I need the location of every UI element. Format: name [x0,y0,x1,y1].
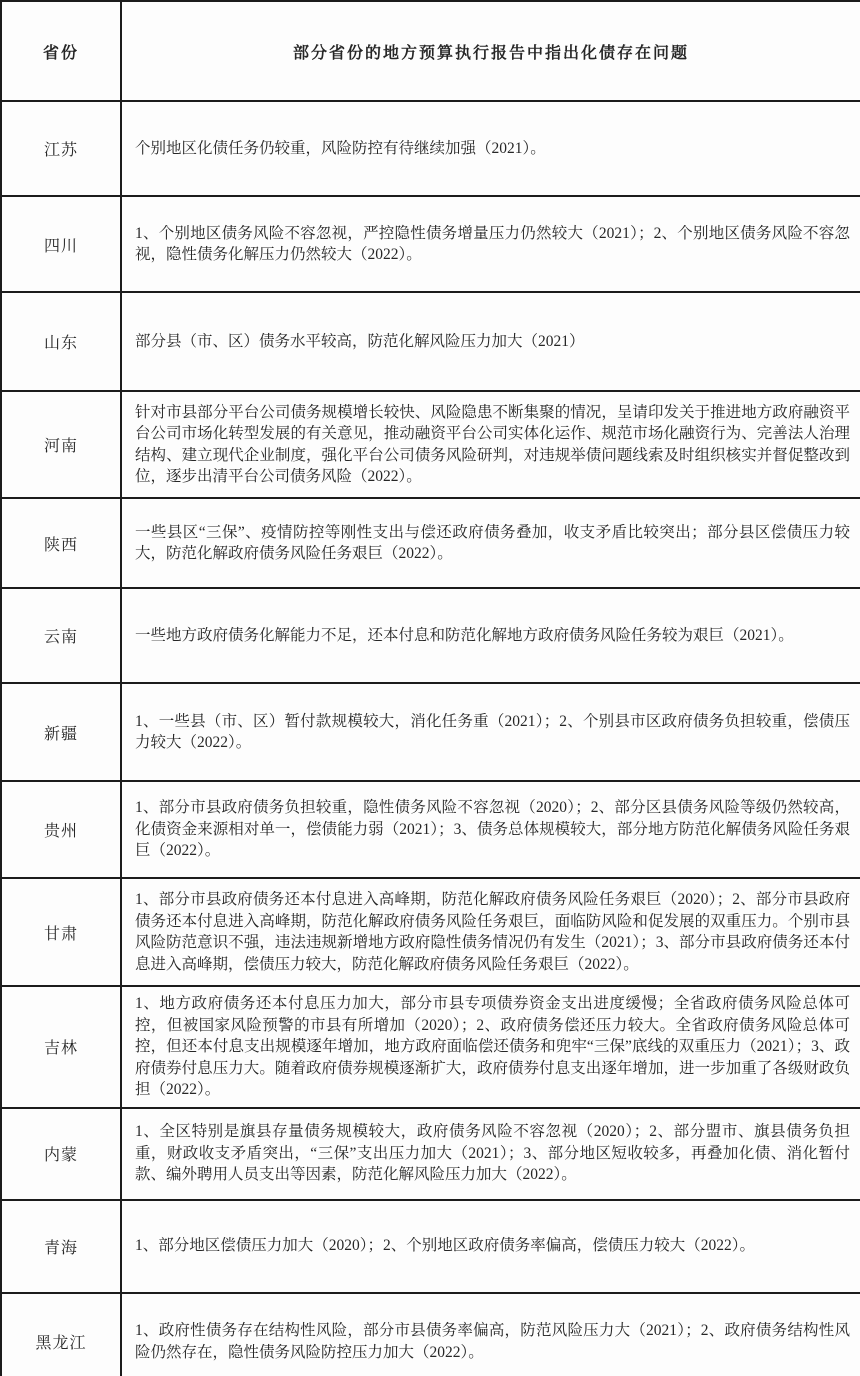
table-row [1,101,860,196]
province-cell: 云南 [1,588,121,683]
province-cell: 内蒙 [1,1108,121,1200]
province-cell: 山东 [1,292,121,391]
table-row [1,391,860,498]
table-row [1,1108,860,1200]
issue-cell: 1、全区特别是旗县存量债务规模较大，政府债务风险不容忽视（2020）；2、部分盟市、旗县债务负担重，财政收支矛盾突出，“三保”支出压力加大（2021）；3、部分地区短收较多，再叠加化债、消化暂付款、编外聘用人员支出等因素，防范化解风险压力加大（2022）。 [121,1108,860,1200]
table-row [1,196,860,292]
issue-cell: 1、部分市县政府债务负担较重，隐性债务风险不容忽视（2020）；2、部分区县债务风险等级仍然较高，化债资金来源相对单一，偿债能力弱（2021）；3、债务总体规模较大，部分地方防范化解债务风险任务艰巨（2022）。 [121,781,860,878]
province-cell: 陕西 [1,498,121,588]
province-cell: 河南 [1,391,121,498]
table-row [1,1200,860,1293]
province-cell: 吉林 [1,986,121,1108]
issue-cell: 1、部分市县政府债务还本付息进入高峰期，防范化解政府债务风险任务艰巨（2020）；2、部分市县政府债务还本付息进入高峰期，防范化解政府债务风险任务艰巨，面临防风险和促发展的双重压力。个别市县风险防范意识不强，违法违规新增地方政府隐性债务情况仍有发生（2021）；3、部分市县政府债务还本付息进入高峰期，偿债压力较大，防范化解政府债务风险任务艰巨（2022）。 [121,878,860,986]
province-cell: 贵州 [1,781,121,878]
table-row [1,498,860,588]
issue-cell: 部分县（市、区）债务水平较高，防范化解风险压力加大（2021） [121,292,860,391]
province-cell: 青海 [1,1200,121,1293]
issue-cell: 一些地方政府债务化解能力不足，还本付息和防范化解地方政府债务风险任务较为艰巨（2021）。 [121,588,860,683]
issue-cell: 1、部分地区偿债压力加大（2020）；2、个别地区政府债务率偏高，偿债压力较大（2022）。 [121,1200,860,1293]
table-row [1,588,860,683]
issue-cell: 1、个别地区债务风险不容忽视，严控隐性债务增量压力仍然较大（2021）；2、个别地区债务风险不容忽视，隐性债务化解压力仍然较大（2022）。 [121,196,860,292]
header-province: 省份 [1,1,121,101]
issue-cell: 一些县区“三保”、疫情防控等刚性支出与偿还政府债务叠加，收支矛盾比较突出；部分县区偿债压力较大，防范化解政府债务风险任务艰巨（2022）。 [121,498,860,588]
table-row [1,292,860,391]
issue-cell: 针对市县部分平台公司债务规模增长较快、风险隐患不断集聚的情况，呈请印发关于推进地方政府融资平台公司市场化转型发展的有关意见，推动融资平台公司实体化运作、规范市场化融资行为、完善法人治理结构、建立现代企业制度，强化平台公司债务风险研判，对违规举债问题线索及时组织核实并督促整改到位，逐步出清平台公司债务风险（2022）。 [121,391,860,498]
province-cell: 甘肃 [1,878,121,986]
table-row [1,683,860,781]
table-row [1,986,860,1108]
header-issues: 部分省份的地方预算执行报告中指出化债存在问题 [121,1,860,101]
issue-cell: 1、一些县（市、区）暂付款规模较大，消化任务重（2021）；2、个别县市区政府债务负担较重，偿债压力较大（2022）。 [121,683,860,781]
province-cell: 黑龙江 [1,1293,121,1376]
table-row [1,878,860,986]
issue-cell: 个别地区化债任务仍较重，风险防控有待继续加强（2021）。 [121,101,860,196]
table-row [1,1293,860,1376]
province-cell: 江苏 [1,101,121,196]
issue-cell: 1、地方政府债务还本付息压力加大，部分市县专项债券资金支出进度缓慢；全省政府债务风险总体可控，但被国家风险预警的市县有所增加（2020）；2、政府债务偿还压力较大。全省政府债务风险总体可控，但还本付息支出规模逐年增加，地方政府面临偿还债务和兜牢“三保”底线的双重压力（2021）；3、政府债券付息压力大。随着政府债券规模逐渐扩大，政府债券付息支出逐年增加，进一步加重了各级财政负担（2022）。 [121,986,860,1108]
table-header-row [1,1,860,101]
issue-cell: 1、政府性债务存在结构性风险，部分市县债务率偏高，防范风险压力大（2021）；2、政府债务结构性风险仍然存在，隐性债务风险防控压力加大（2022）。 [121,1293,860,1376]
province-cell: 新疆 [1,683,121,781]
province-cell: 四川 [1,196,121,292]
table-row [1,781,860,878]
